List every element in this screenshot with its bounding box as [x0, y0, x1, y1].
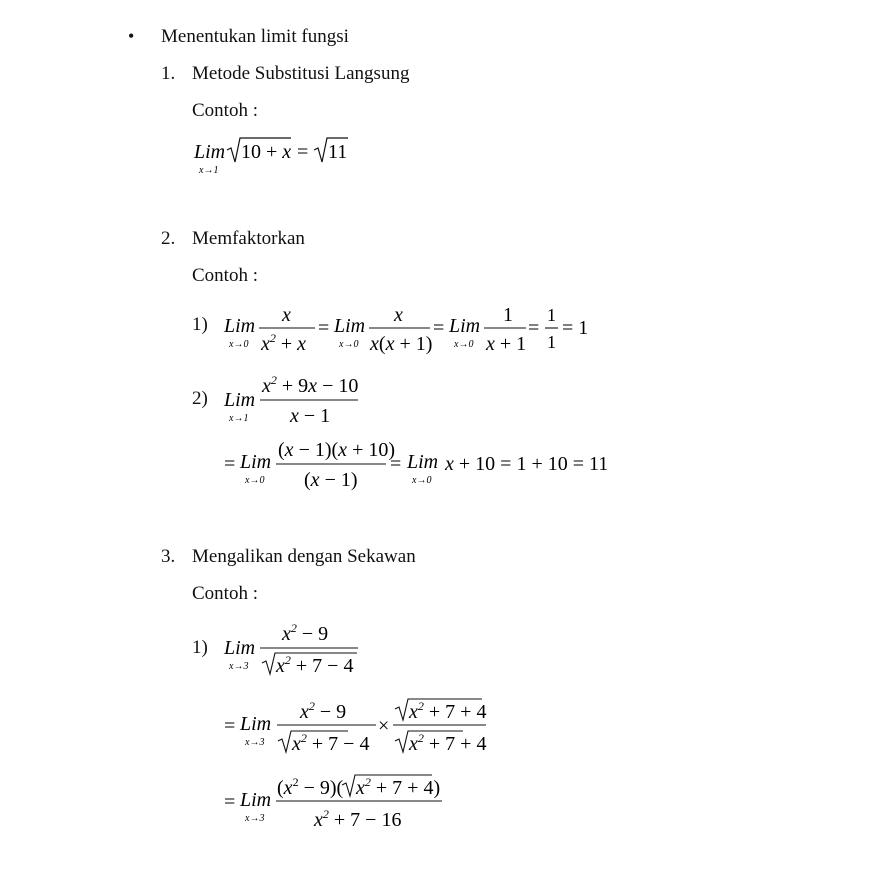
svg-text:x2 − 9: $x^2 - 9$ [300, 699, 347, 723]
svg-text:Lim: Lim [224, 389, 256, 411]
svg-text:x2 + 7 − 4: $x^2 + 7 - 4$ [276, 653, 354, 677]
svg-text:(x − 1): (x − 1) [304, 469, 358, 491]
section-1-example-label: Contoh : [192, 100, 258, 121]
example-3-1-formula [220, 618, 420, 680]
example-3-1-step-2 [220, 770, 480, 834]
svg-text:x2 + 7 − 16: $x^2 + 7 - 16$ [314, 807, 402, 831]
section-3-example-label: Contoh : [192, 583, 258, 604]
section-2-example-label: Contoh : [192, 265, 258, 286]
svg-text:x→0: x→0 [454, 339, 474, 350]
svg-text:x2 + 7 + 4: $x^2 + 7 + 4$ [409, 699, 487, 723]
section-2-number: 2. [161, 228, 176, 249]
svg-text:x→0: x→0 [412, 475, 432, 486]
lim-subscript: x→1 [199, 165, 219, 176]
svg-text:Lim: Lim [407, 451, 439, 473]
svg-text:x: x [394, 304, 403, 326]
svg-text:Lim: Lim [224, 637, 256, 659]
svg-text:x→1: x→1 [229, 413, 249, 424]
svg-text:11: 11 [328, 141, 348, 163]
svg-text:(x2 − 9)(: $(x^2 - 9)$( [277, 775, 344, 799]
svg-text:x2 + 7 − 4: $x^2 + 7 - 4$ [292, 731, 370, 755]
svg-text:x − 1: x − 1 [290, 405, 331, 427]
svg-text:x2 + 7 + 4: $x^2 + 7 + 4$ [409, 731, 487, 755]
svg-text:x(x + 1): x(x + 1) [370, 333, 433, 355]
svg-text:=: = [433, 317, 445, 339]
section-1-title: Metode Substitusi Langsung [192, 63, 410, 84]
svg-text:Lim: Lim [449, 315, 481, 337]
svg-text:=: = [390, 453, 402, 475]
svg-text:x + 1: x + 1 [486, 333, 527, 355]
svg-text:1: 1 [503, 304, 513, 326]
lim-label: Lim [194, 141, 226, 163]
svg-text:=: = [318, 317, 330, 339]
svg-text:x2 − 9: $x^2 - 9$ [282, 621, 329, 645]
svg-text:=: = [224, 715, 236, 737]
svg-text:=: = [297, 141, 309, 163]
section-3-number: 3. [161, 546, 176, 567]
svg-text:Lim: Lim [240, 789, 272, 811]
svg-text:1: 1 [547, 332, 556, 352]
example-3-1-step-1 [220, 694, 520, 758]
svg-text:x2 + 7 + 4): $x^2 + 7 + 4$) [356, 775, 441, 799]
svg-text:1: 1 [547, 305, 556, 325]
svg-text:= 1: = 1 [562, 317, 589, 339]
example-3-1-label: 1) [192, 637, 208, 658]
svg-text:Lim: Lim [240, 713, 272, 735]
svg-text:x2 + x: $x^2 + x$ [261, 331, 307, 355]
svg-text:(x − 1)(x + 10): (x − 1)(x + 10) [278, 439, 396, 461]
section-3-title: Mengalikan dengan Sekawan [192, 546, 416, 567]
example-2-1-label: 1) [192, 314, 208, 335]
example-2-2-step [220, 434, 620, 496]
svg-text:x: x [282, 304, 291, 326]
svg-text:=: = [224, 453, 236, 475]
section-1-number: 1. [161, 63, 176, 84]
example-2-2-formula [220, 372, 420, 432]
bullet-icon: • [128, 26, 135, 46]
svg-text:=: = [528, 317, 540, 339]
svg-text:x→3: x→3 [245, 813, 265, 824]
bullet-heading: Menentukan limit fungsi [161, 26, 349, 47]
svg-text:=: = [224, 791, 236, 813]
svg-text:x + 10 = 1 + 10 = 11: x + 10 = 1 + 10 = 11 [445, 453, 609, 475]
svg-text:x→3: x→3 [245, 737, 265, 748]
svg-text:Lim: Lim [334, 315, 366, 337]
example-2-2-label: 2) [192, 388, 208, 409]
svg-text:x→0: x→0 [339, 339, 359, 350]
svg-text:Lim: Lim [224, 315, 256, 337]
svg-text:x→0: x→0 [245, 475, 265, 486]
svg-text:x2 + 9x − 10: $x^2 + 9x - 10$ [262, 373, 359, 397]
section-1-formula [190, 132, 390, 180]
svg-text:×: × [378, 715, 390, 737]
svg-text:x→3: x→3 [229, 661, 249, 672]
svg-text:10 + x: 10 + x [241, 141, 292, 163]
svg-text:x→0: x→0 [229, 339, 249, 350]
svg-text:Lim: Lim [240, 451, 272, 473]
example-2-1-formula [220, 300, 600, 360]
section-2-title: Memfaktorkan [192, 228, 305, 249]
